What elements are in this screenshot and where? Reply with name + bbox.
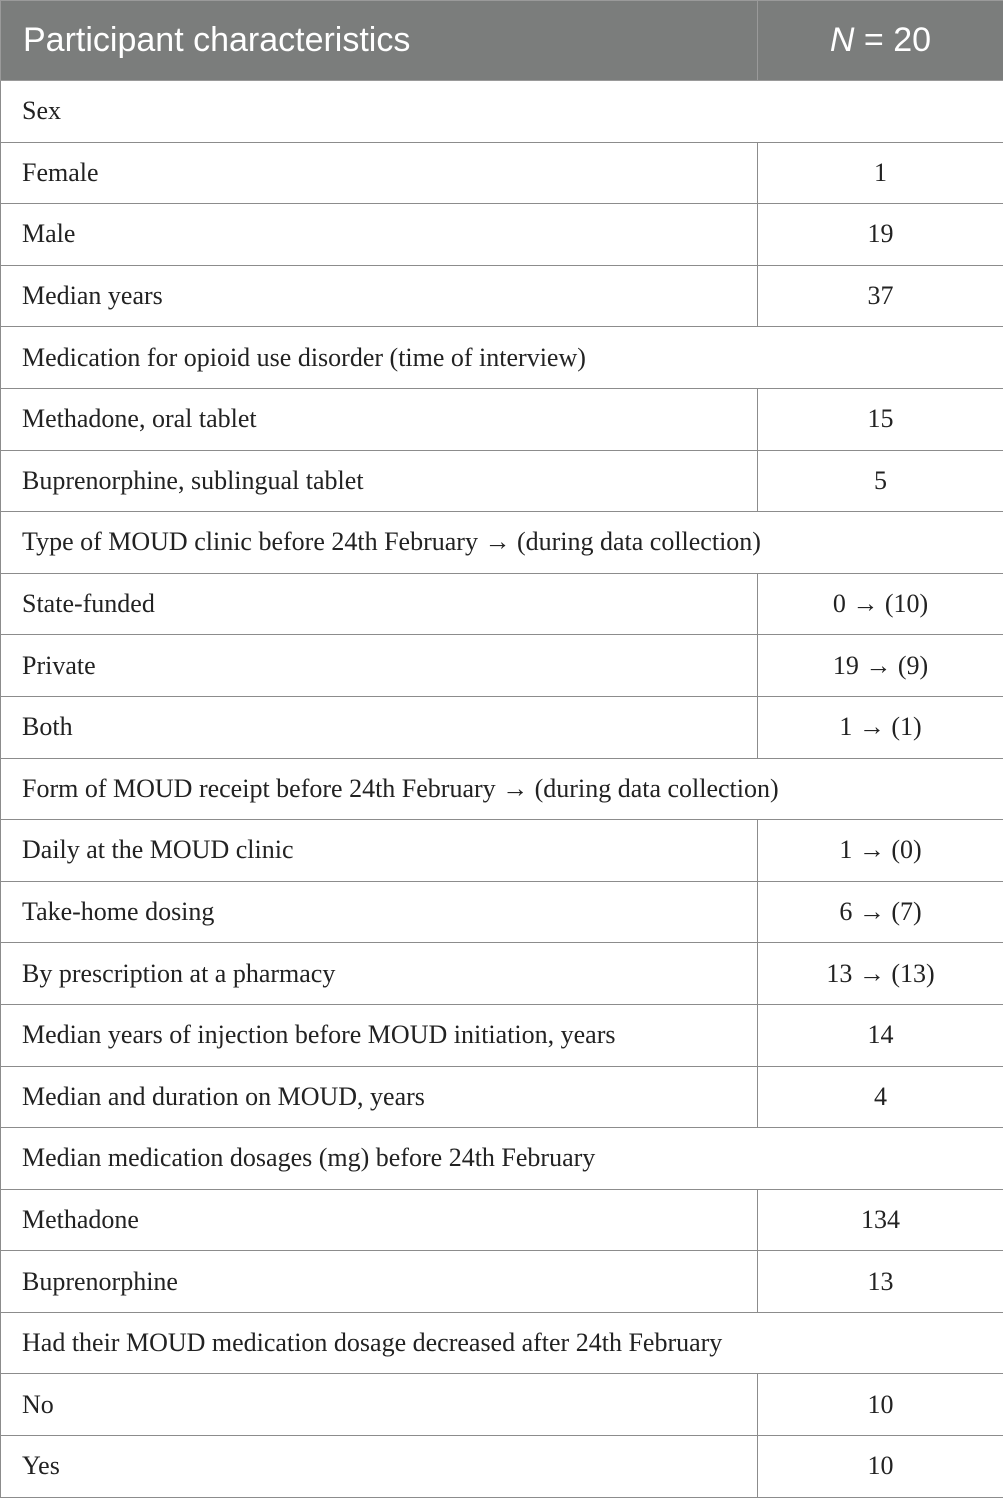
table-row	[1, 820, 1003, 882]
table-row	[1, 1066, 1003, 1128]
row-label: Daily at the MOUD clinic	[1, 820, 758, 882]
table-row	[1, 573, 1003, 635]
row-value: 1	[758, 142, 1003, 204]
row-label: State-funded	[1, 573, 758, 635]
table-row	[1, 696, 1003, 758]
row-value: 5	[758, 450, 1003, 512]
table-row	[1, 881, 1003, 943]
row-label: Female	[1, 142, 758, 204]
section-label: Had their MOUD medication dosage decreased after 24th February	[1, 1312, 1003, 1374]
table-row	[1, 1189, 1003, 1251]
row-value: 6 → (7)	[758, 881, 1003, 943]
row-value: 4	[758, 1066, 1003, 1128]
section-row	[1, 1312, 1003, 1374]
header-characteristics: Participant characteristics	[1, 1, 758, 81]
table-row	[1, 204, 1003, 266]
row-label: Methadone	[1, 1189, 758, 1251]
table-body	[1, 81, 1003, 1498]
table-row	[1, 943, 1003, 1005]
table-row	[1, 142, 1003, 204]
section-label: Type of MOUD clinic before 24th February → (during data collection)	[1, 512, 1003, 574]
table-row	[1, 388, 1003, 450]
row-label: Buprenorphine	[1, 1251, 758, 1313]
header-n-symbol: N	[829, 21, 855, 59]
section-row	[1, 327, 1003, 389]
row-value: 14	[758, 1004, 1003, 1066]
section-label: Sex	[1, 81, 1003, 143]
row-value: 19	[758, 204, 1003, 266]
section-label: Form of MOUD receipt before 24th February → (during data collection)	[1, 758, 1003, 820]
row-value: 13	[758, 1251, 1003, 1313]
row-label: By prescription at a pharmacy	[1, 943, 758, 1005]
table-row	[1, 265, 1003, 327]
section-row	[1, 81, 1003, 143]
row-label: Take-home dosing	[1, 881, 758, 943]
row-label: No	[1, 1374, 758, 1436]
row-label: Median years	[1, 265, 758, 327]
table-row	[1, 450, 1003, 512]
row-label: Male	[1, 204, 758, 266]
row-label: Methadone, oral tablet	[1, 388, 758, 450]
row-value: 0 → (10)	[758, 573, 1003, 635]
table-row	[1, 635, 1003, 697]
section-row	[1, 1128, 1003, 1190]
row-value: 10	[758, 1374, 1003, 1436]
row-label: Buprenorphine, sublingual tablet	[1, 450, 758, 512]
table-header	[1, 1, 1003, 81]
table-row	[1, 1436, 1003, 1498]
row-value: 37	[758, 265, 1003, 327]
row-label: Yes	[1, 1436, 758, 1498]
row-label: Private	[1, 635, 758, 697]
row-value: 1 → (1)	[758, 696, 1003, 758]
section-row	[1, 758, 1003, 820]
row-label: Median years of injection before MOUD initiation, years	[1, 1004, 758, 1066]
row-value: 15	[758, 388, 1003, 450]
row-value: 10	[758, 1436, 1003, 1498]
table-row	[1, 1251, 1003, 1313]
table-row	[1, 1004, 1003, 1066]
row-value: 134	[758, 1189, 1003, 1251]
row-label: Both	[1, 696, 758, 758]
header-sample-size	[758, 1, 1003, 81]
section-label: Medication for opioid use disorder (time of interview)	[1, 327, 1003, 389]
row-value: 19 → (9)	[758, 635, 1003, 697]
table-row	[1, 1374, 1003, 1436]
row-value: 1 → (0)	[758, 820, 1003, 882]
section-row	[1, 512, 1003, 574]
row-label: Median and duration on MOUD, years	[1, 1066, 758, 1128]
header-row	[1, 1, 1003, 81]
section-label: Median medication dosages (mg) before 24th February	[1, 1128, 1003, 1190]
row-value: 13 → (13)	[758, 943, 1003, 1005]
header-n-value: = 20	[854, 21, 932, 59]
